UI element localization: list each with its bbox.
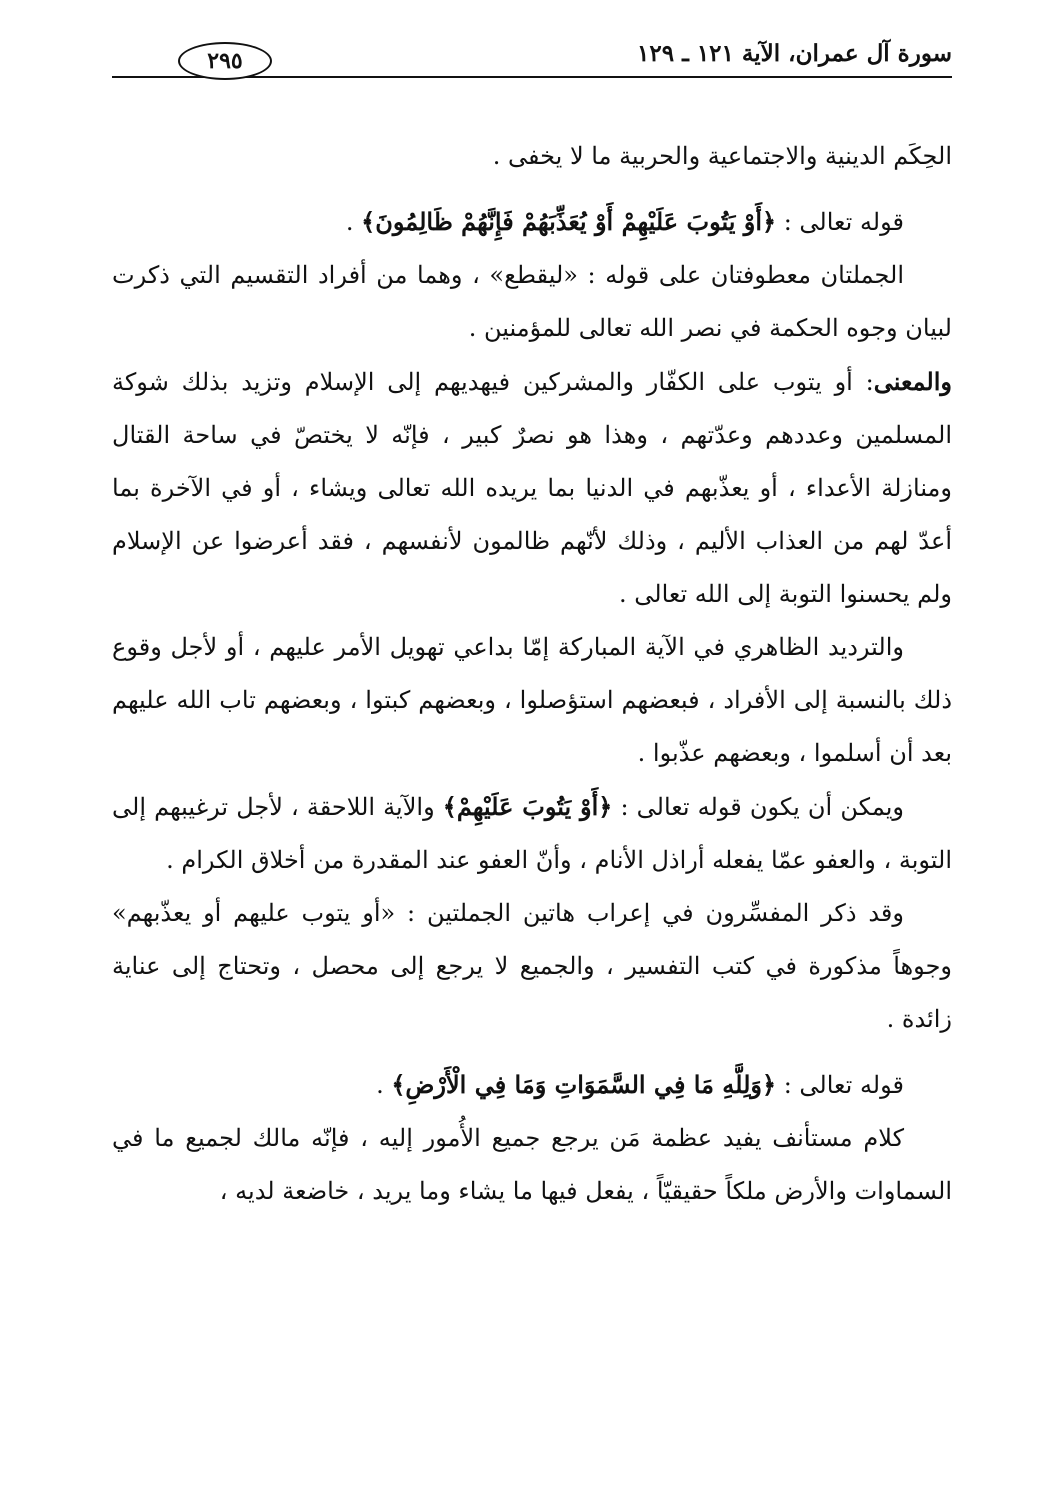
paragraph-6-pre: ويمكن أن يكون قوله تعالى :: [612, 793, 904, 821]
verse-intro-2: قوله تعالى :: [776, 1071, 904, 1099]
verse-paragraph-1: [112, 195, 952, 249]
verse-end: .: [345, 208, 362, 236]
paragraph-9: كلام مستأنف يفيد عظمة مَن يرجع جميع الأُمور إليه ، فإنّه مالك لجميع ما في السماوات والأرض ملكاً حقيقيّاً ، يفعل فيها ما يشاء وما يريد ، خاضعة لديه ،: [112, 1124, 952, 1205]
quran-verse: ﴿أَوْ يَتُوبَ عَلَيْهِمْ أَوْ يُعَذِّبَهُمْ فَإِنَّهُمْ ظَالِمُونَ﴾: [361, 207, 777, 236]
meaning-text: : أو يتوب على الكفّار والمشركين فيهديهم إلى الإسلام وتزيد بذلك شوكة المسلمين وعددهم وعدّتهم ، وهذا هو نصرٌ كبير ، فإنّه لا يختصّ في ساحة القتال ومنازلة الأعداء ، أو يعذّبهم في الدنيا بما يريده الله تعالى ويشاء ، أو في الآخرة بما أعدّ لهم من العذاب الأليم ، وذلك لأنّهم ظالمون لأنفسهم ، فقد أعرضوا عن الإسلام ولم يحسنوا التوبة إلى الله تعالى .: [112, 368, 952, 608]
paragraph-6-post: والآية اللاحقة ، لأجل ترغيبهم إلى التوبة ، والعفو عمّا يفعله أراذل الأنام ، وأنّ العفو عند المقدرة من أخلاق الكرام .: [112, 793, 952, 874]
paragraph-7: وقد ذكر المفسِّرون في إعراب هاتين الجملتين : «أو يتوب عليهم أو يعذّبهم» وجوهاً مذكورة في كتب التفسير ، والجميع لا يرجع إلى محصل ، وتحتاج إلى عناية زائدة .: [112, 899, 952, 1033]
quran-verse-2: ﴿وَلِلَّهِ مَا فِي السَّمَوَاتِ وَمَا فِي الْأَرْضِ﴾: [391, 1070, 777, 1099]
paragraph-4: [112, 355, 952, 621]
quran-verse-inline: ﴿أَوْ يَتُوبَ عَلَيْهِمْ﴾: [442, 792, 613, 821]
paragraph-3: الجملتان معطوفتان على قوله : «ليقطع» ، وهما من أفراد التقسيم التي ذكرت لبيان وجوه الحكمة في نصر الله تعالى للمؤمنين .: [112, 261, 952, 342]
paragraph-5: والترديد الظاهري في الآية المباركة إمّا بداعي تهويل الأمر عليهم ، أو لأجل وقوع ذلك بالنسبة إلى الأفراد ، فبعضهم استؤصلوا ، وبعضهم كبتوا ، وبعضهم تاب الله عليهم بعد أن أسلموا ، وبعضهم عذّبوا .: [112, 633, 953, 767]
page-number: ٢٩٥: [178, 42, 272, 80]
page-header: [112, 40, 952, 86]
paragraph-6: [112, 780, 952, 887]
verse-intro: قوله تعالى :: [776, 208, 904, 236]
verse-end-2: .: [376, 1071, 392, 1099]
page-body: [112, 130, 952, 1218]
running-title: سورة آل عمران، الآية ١٢١ ـ ١٢٩: [637, 40, 952, 67]
verse-paragraph-2: [112, 1058, 952, 1112]
paragraph-1: الحِكَم الدينية والاجتماعية والحربية ما لا يخفى .: [492, 142, 952, 170]
meaning-label: والمعنى: [873, 367, 952, 396]
